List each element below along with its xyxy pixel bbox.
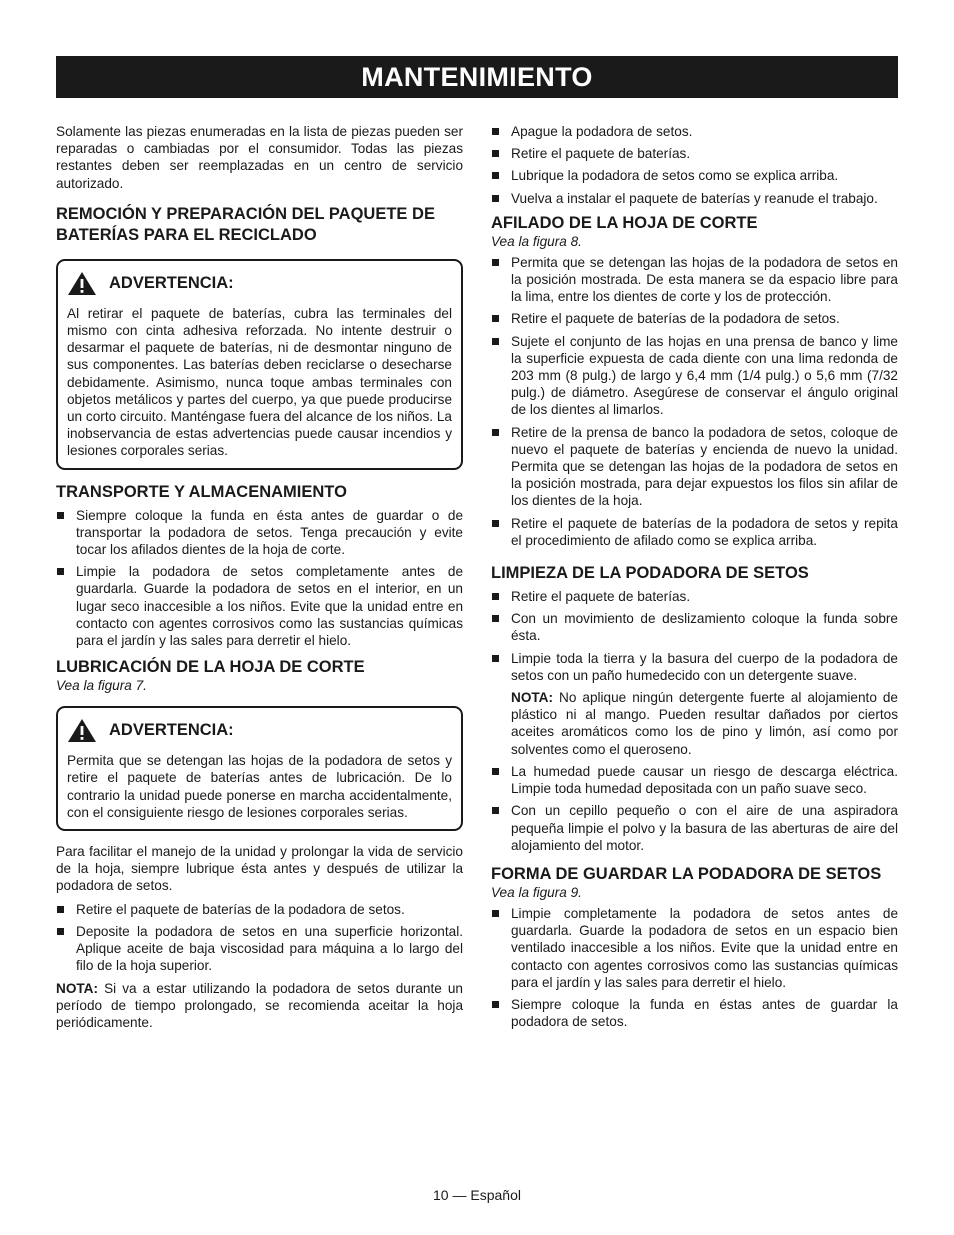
bullet-icon bbox=[492, 172, 499, 179]
cleaning-list-continued bbox=[491, 763, 898, 854]
list-item: La humedad puede causar un riesgo de descarga eléctrica. Limpie toda humedad depositada con un paño suave seco. bbox=[491, 763, 898, 797]
bullet-icon bbox=[492, 910, 499, 917]
cleaning-note: NOTA: No aplique ningún detergente fuerte al alojamiento de plástico ni al mango. Pueden resultar dañados por ciertos aceites aromáticos como los de pino y limón, así como por solventes como el queroseno. bbox=[511, 690, 898, 757]
lubrication-list bbox=[56, 901, 463, 975]
list-item: Lubrique la podadora de setos como se explica arriba. bbox=[491, 167, 898, 184]
figure-reference: Vea la figura 9. bbox=[491, 884, 582, 900]
bullet-icon bbox=[492, 593, 499, 600]
bullet-icon bbox=[492, 1001, 499, 1008]
list-item: Sujete el conjunto de las hojas en una prensa de banco y lime la superficie expuesta de cada diente con una lima redonda de 203 mm (8 pulg.) de largo y 6,4 mm (1/4 pulg.) o 5,6 mm (7/32 pulg.) de diámetro. Asegúrese de conservar el ángulo original de los dientes al limarlos. bbox=[491, 333, 898, 419]
list-item: Apague la podadora de setos. bbox=[491, 123, 898, 140]
page-title: MANTENIMIENTO bbox=[361, 62, 593, 92]
warning-text: Permita que se detengan las hojas de la podadora de setos y retire el paquete de baterías antes de lubricación. De lo contrario la unidad puede ponerse en marcha accidentalmente, con el consiguiente riesgo de lesiones corporales serias. bbox=[67, 753, 452, 820]
section-heading-cleaning: LIMPIEZA DE LA PODADORA DE SETOS bbox=[491, 564, 809, 583]
cleaning-list bbox=[491, 588, 898, 684]
list-item: Con un cepillo pequeño o con el aire de una aspiradora pequeña limpie el polvo y la basura de las aberturas de aire del alojamiento del motor. bbox=[491, 802, 898, 854]
warning-label: ADVERTENCIA: bbox=[109, 273, 234, 292]
intro-paragraph: Solamente las piezas enumeradas en la lista de piezas pueden ser reparadas o cambiadas por el consumidor. Todas las piezas restantes deben ser reemplazadas en un centro de servicio autorizado. bbox=[56, 124, 463, 191]
list-item: Retire el paquete de baterías de la podadora de setos. bbox=[491, 310, 898, 327]
lubrication-note: NOTA: Si va a estar utilizando la podadora de setos durante un período de tiempo prolongado, se recomienda aceitar la hoja periódicamente. bbox=[56, 980, 463, 1030]
transport-list bbox=[56, 507, 463, 650]
bullet-icon bbox=[57, 928, 64, 935]
section-heading-storage: FORMA DE GUARDAR LA PODADORA DE SETOS bbox=[491, 864, 882, 883]
lubrication-paragraph: Para facilitar el manejo de la unidad y prolongar la vida de servicio de la hoja, siempre lubrique ésta antes y después de utilizar la podadora de setos. bbox=[56, 844, 463, 894]
bullet-icon bbox=[492, 429, 499, 436]
warning-label: ADVERTENCIA: bbox=[109, 721, 234, 740]
warning-header bbox=[67, 718, 452, 743]
bullet-icon bbox=[492, 655, 499, 662]
sharpening-list bbox=[491, 254, 898, 549]
bullet-icon bbox=[57, 568, 64, 575]
warning-header bbox=[67, 271, 452, 296]
figure-reference: Vea la figura 7. bbox=[56, 678, 147, 694]
list-item: Vuelva a instalar el paquete de baterías y reanude el trabajo. bbox=[491, 190, 898, 207]
lubrication-steps-list bbox=[491, 123, 898, 207]
bullet-icon bbox=[492, 259, 499, 266]
bullet-icon bbox=[492, 128, 499, 135]
page-title-bar bbox=[56, 56, 898, 98]
list-item: Con un movimiento de deslizamiento coloque la funda sobre ésta. bbox=[491, 610, 898, 644]
bullet-icon bbox=[492, 195, 499, 202]
list-item: Retire de la prensa de banco la podadora de setos, coloque de nuevo el paquete de baterías y encienda de nuevo la unidad. Permita que se detengan las hojas de la podadora de setos en la posición mostrada, para dejar expuestos los filos sin afilar de los dientes de la hoja. bbox=[491, 424, 898, 510]
list-item: Permita que se detengan las hojas de la podadora de setos en la posición mostrada. De esta manera se da espacio libre para la lima, entre los dientes de corte y los de protección. bbox=[491, 254, 898, 306]
page-footer: 10 — Español bbox=[433, 1187, 521, 1203]
list-item: Retire el paquete de baterías de la podadora de setos. bbox=[56, 901, 463, 918]
section-heading-blade-lubrication: LUBRICACIÓN DE LA HOJA DE CORTE bbox=[56, 658, 365, 677]
storage-list bbox=[491, 905, 898, 1030]
warning-triangle-icon bbox=[67, 271, 97, 296]
list-item: Retire el paquete de baterías. bbox=[491, 145, 898, 162]
bullet-icon bbox=[492, 150, 499, 157]
warning-triangle-icon bbox=[67, 718, 97, 743]
section-heading-blade-sharpening: AFILADO DE LA HOJA DE CORTE bbox=[491, 213, 758, 232]
left-column bbox=[56, 123, 463, 1037]
list-item: Limpie completamente la podadora de setos antes de guardarla. Guarde la podadora de setos en un espacio bien ventilado inaccesible a los niños. Evite que la unidad entre en contacto con agentes corrosivos como las sustancias químicas para el jardín y las sales para derretir el hielo. bbox=[491, 905, 898, 991]
bullet-icon bbox=[492, 615, 499, 622]
list-item: Deposite la podadora de setos en una superficie horizontal. Aplique aceite de baja viscosidad para máquina a lo largo del filo de la hoja superior. bbox=[56, 923, 463, 975]
section-heading-battery-recycling: REMOCIÓN Y PREPARACIÓN DEL PAQUETE DE BATERÍAS PARA EL RECICLADO bbox=[56, 204, 435, 244]
list-item: Limpie la podadora de setos completamente antes de guardarla. Guarde la podadora de setos en el interior, en un lugar seco inaccesible a los niños. Evite que la unidad entre en contacto con agentes corrosivos como las sustancias químicas para el jardín y las sales para derretir el hielo. bbox=[56, 563, 463, 649]
warning-box-lubrication bbox=[56, 706, 463, 831]
warning-text: Al retirar el paquete de baterías, cubra las terminales del mismo con cinta adhesiva reforzada. No intente destruir o desarmar el paquete de baterías, ni de desmontar ninguno de sus componentes. Las baterías deben reciclarse o desecharse debidamente. Asimismo, nunca toque ambas terminales con objetos metálicos y partes del cuerpo, ya que puede producirse un corto circuito. Manténgase fuera del alcance de los niños. La inobservancia de estas advertencias puede causar incendios y lesiones corporales serias. bbox=[67, 305, 452, 459]
bullet-icon bbox=[492, 768, 499, 775]
bullet-icon bbox=[57, 512, 64, 519]
bullet-icon bbox=[492, 520, 499, 527]
section-heading-transport-storage: TRANSPORTE Y ALMACENAMIENTO bbox=[56, 482, 347, 501]
list-item: Retire el paquete de baterías de la podadora de setos y repita el procedimiento de afilado como se explica arriba. bbox=[491, 515, 898, 549]
right-column bbox=[491, 123, 898, 1035]
warning-box-battery bbox=[56, 259, 463, 470]
bullet-icon bbox=[492, 315, 499, 322]
list-item: Limpie toda la tierra y la basura del cuerpo de la podadora de setos con un paño humedecido con un detergente suave. bbox=[491, 650, 898, 684]
bullet-icon bbox=[57, 906, 64, 913]
list-item: Retire el paquete de baterías. bbox=[491, 588, 898, 605]
bullet-icon bbox=[492, 338, 499, 345]
list-item: Siempre coloque la funda en ésta antes de guardar o de transportar la podadora de setos. Tenga precaución y evite tocar los afilados dientes de la hoja de corte. bbox=[56, 507, 463, 559]
figure-reference: Vea la figura 8. bbox=[491, 233, 582, 249]
bullet-icon bbox=[492, 807, 499, 814]
list-item: Siempre coloque la funda en éstas antes de guardar la podadora de setos. bbox=[491, 996, 898, 1030]
